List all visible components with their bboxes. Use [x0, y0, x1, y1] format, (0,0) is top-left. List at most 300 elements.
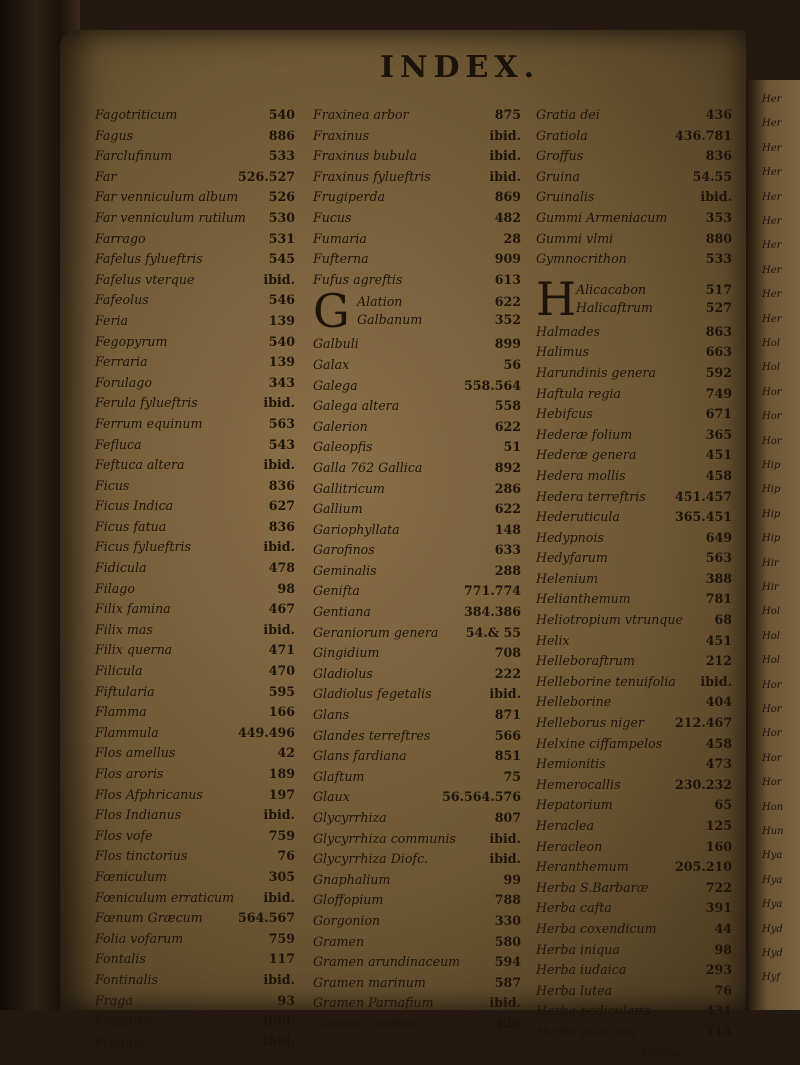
entry-name: Ficus Indica	[95, 498, 174, 514]
entry-name: Herba cafta	[536, 900, 612, 916]
entry-page: 388	[705, 570, 732, 586]
entry-page: 428	[494, 1015, 521, 1031]
entry-page: ibid.	[263, 539, 295, 555]
index-entry	[313, 913, 521, 934]
entry-page: ibid.	[489, 168, 521, 184]
entry-page: 836	[705, 148, 732, 164]
entry-name: Far	[95, 168, 117, 184]
entry-name: Helix	[536, 632, 570, 648]
index-entry	[313, 128, 521, 149]
entry-name: Ferula fylueftris	[95, 395, 198, 411]
entry-name: Glycyrrhiza Diofc.	[313, 851, 429, 867]
index-entry	[95, 622, 295, 643]
index-entry	[313, 604, 521, 625]
entry-page: 478	[268, 560, 295, 576]
entry-page: ibid.	[489, 995, 521, 1011]
adjacent-page-fragment: Her	[762, 240, 782, 252]
entry-page: ibid.	[263, 807, 295, 823]
index-entry	[536, 859, 732, 880]
adjacent-page-fragment: Hip	[762, 460, 781, 471]
index-entry	[313, 107, 521, 128]
entry-name: Fraga	[95, 992, 133, 1008]
index-entry	[95, 498, 295, 519]
index-entry	[313, 872, 521, 893]
index-entry	[313, 625, 521, 646]
index-entry	[95, 539, 295, 560]
adjacent-page-fragment: Her	[762, 142, 782, 154]
entry-page: 293	[705, 962, 732, 978]
catchword	[536, 1045, 732, 1065]
entry-name: Flos amellus	[95, 745, 176, 761]
index-entry	[313, 851, 521, 872]
index-entry	[95, 128, 295, 149]
entry-page: 212	[705, 653, 732, 669]
adjacent-page-fragment: Hyd	[762, 923, 783, 935]
entry-page: 76	[714, 982, 732, 998]
entry-name: Gladiolus	[313, 665, 373, 681]
entry-page: 125	[705, 818, 732, 833]
entry-name: Herba coxendicum	[536, 920, 657, 936]
entry-page: 759	[268, 930, 295, 946]
entry-page: 467	[268, 601, 295, 617]
entry-name: Farrago	[95, 230, 146, 246]
entry-name: Glandes terreftres	[313, 727, 431, 743]
entry-name: Harundinis genera	[536, 364, 657, 380]
entry-name: Feria	[95, 312, 129, 328]
index-entry	[536, 406, 732, 427]
index-entry	[313, 975, 521, 996]
entry-name: Granum cnidium	[313, 1015, 421, 1031]
adjacent-page-strip	[746, 80, 800, 1010]
adjacent-page-fragment: Hir	[762, 582, 779, 593]
index-entry	[536, 736, 732, 757]
entry-page: 863	[705, 323, 732, 339]
entry-name: Gorgonion	[313, 912, 381, 928]
index-entry	[95, 292, 295, 313]
section-entry-page: 622	[494, 294, 521, 310]
entry-page: 197	[268, 786, 295, 802]
entry-name: Haftula regia	[536, 385, 621, 401]
index-entry	[313, 563, 521, 584]
adjacent-page-fragment: Her	[762, 191, 782, 203]
page-header: INDEX.	[380, 50, 541, 85]
section-entry-name: Halicaftrum	[576, 299, 653, 315]
entry-page: 114	[705, 1023, 732, 1039]
entry-page: 543	[268, 436, 295, 452]
entry-name: Gramen	[313, 933, 365, 949]
entry-page: 56.564.576	[442, 789, 521, 805]
index-entry	[95, 684, 295, 705]
entry-name: Fidicula	[95, 560, 147, 576]
index-entry	[313, 378, 521, 399]
entry-page: 722	[705, 879, 732, 895]
entry-name: Feftuca altera	[95, 457, 185, 473]
entry-page: 558	[494, 398, 521, 414]
entry-name: Far venniculum album	[95, 189, 239, 205]
entry-name: Fafeolus	[95, 292, 149, 308]
entry-name: Galax	[313, 356, 350, 372]
adjacent-page-fragment: Hol	[762, 606, 780, 618]
entry-name: Fafelus fylueftris	[95, 251, 203, 267]
entry-name: Fafelus vterque	[95, 271, 195, 287]
entry-name: Ferraria	[95, 354, 148, 370]
entry-page: 482	[494, 209, 521, 225]
entry-page: 343	[268, 374, 295, 390]
entry-name: Gloffopium	[313, 892, 384, 908]
entry-page: 99	[503, 871, 521, 887]
entry-page: 871	[494, 707, 521, 723]
entry-name: Filix mas	[95, 621, 153, 637]
entry-name: Glaftum	[313, 768, 365, 784]
index-entry	[95, 457, 295, 478]
entry-page: 627	[268, 498, 295, 514]
adjacent-page-fragment: Hip	[762, 484, 781, 496]
entry-name: Garofinos	[313, 542, 375, 558]
entry-name: Gratiola	[536, 127, 588, 143]
index-entry	[536, 447, 732, 468]
adjacent-page-fragment: Hor	[762, 704, 782, 715]
index-entry	[313, 148, 521, 169]
adjacent-page-fragment: Hol	[762, 338, 780, 349]
entry-page: 65	[714, 797, 732, 813]
index-column-1	[95, 107, 295, 1054]
index-entry	[536, 344, 732, 365]
entry-page: 449.496	[238, 724, 295, 740]
index-entry	[95, 354, 295, 375]
entry-name: Galbuli	[313, 336, 359, 352]
entry-page: ibid.	[700, 189, 732, 205]
entry-name: Hedera mollis	[536, 467, 626, 483]
entry-page: 546	[268, 292, 295, 308]
index-entry	[95, 807, 295, 828]
index-entry	[95, 189, 295, 210]
entry-page: ibid.	[263, 395, 295, 411]
index-entry	[536, 210, 732, 231]
index-entry	[95, 107, 295, 128]
entry-name: Glans	[313, 707, 350, 723]
entry-name: Helleborine	[536, 694, 612, 710]
entry-name: Herba S.Barbaræ	[536, 879, 649, 895]
entry-name: Groffus	[536, 148, 584, 164]
section-head-g	[313, 284, 521, 339]
entry-page: ibid.	[263, 889, 295, 905]
index-entry	[95, 745, 295, 766]
index-entry	[313, 810, 521, 831]
entry-page: 305	[268, 868, 295, 884]
index-entry	[95, 169, 295, 190]
entry-page: 540	[268, 107, 295, 122]
index-entry	[536, 777, 732, 798]
index-entry	[536, 900, 732, 921]
section-entry-page: 352	[494, 312, 521, 328]
section-entry-page: 527	[705, 299, 732, 315]
entry-page: 663	[705, 344, 732, 360]
adjacent-page-fragment: Hor	[762, 777, 782, 789]
adjacent-page-fragment: Hya	[762, 899, 783, 911]
adjacent-page-fragment: Hor	[762, 386, 782, 398]
entry-page: 563	[268, 415, 295, 431]
entry-page: 68	[714, 612, 732, 628]
entry-name: Gladiolus fegetalis	[313, 686, 432, 702]
entry-page: 580	[494, 933, 521, 949]
entry-name: Fontalis	[95, 951, 146, 967]
entry-name: Glycyrrhiza communis	[313, 830, 456, 846]
entry-page: 54.55	[692, 168, 732, 184]
entry-name: Herba lutea	[536, 982, 613, 998]
entry-page: 594	[494, 954, 521, 970]
index-entry	[536, 427, 732, 448]
entry-name: Fœniculum erraticum	[95, 889, 235, 905]
entry-name: Gallitricum	[313, 480, 385, 496]
adjacent-page-fragment: Hol	[762, 655, 780, 667]
entry-name: Fegopyrum	[95, 333, 168, 349]
entry-page: 771.774	[464, 583, 521, 599]
index-entry	[536, 468, 732, 489]
entry-page: 458	[705, 467, 732, 483]
index-entry	[536, 1024, 732, 1045]
entry-name: Hederuticula	[536, 509, 620, 525]
entry-name: Hederæ genera	[536, 447, 637, 463]
entry-page: 451.457	[675, 488, 732, 504]
entry-page: 526.527	[238, 168, 295, 184]
index-entry	[313, 583, 521, 604]
entry-page: 880	[705, 230, 732, 246]
index-entry	[95, 478, 295, 499]
index-entry	[313, 934, 521, 955]
entry-page: 533	[268, 148, 295, 164]
entry-page: 288	[494, 562, 521, 578]
entry-page: 98	[714, 941, 732, 957]
section-head-h	[536, 271, 732, 326]
entry-page: 365.451	[675, 509, 732, 525]
entry-page: 458	[705, 735, 732, 751]
entry-page: 564.567	[238, 910, 295, 926]
entry-name: Herba pulicaris	[536, 1023, 636, 1039]
entry-page: 545	[268, 251, 295, 267]
entry-page: 431	[705, 1003, 732, 1019]
adjacent-page-fragment: Hol	[762, 362, 780, 374]
entry-name: Fraxinus fylueftris	[313, 168, 431, 184]
entry-page: 592	[705, 364, 732, 380]
entry-page: 533	[705, 251, 732, 267]
entry-name: Geraniorum genera	[313, 624, 439, 640]
index-entry	[313, 481, 521, 502]
entry-name: Helenium	[536, 570, 599, 586]
entry-name: Hemerocallis	[536, 776, 621, 792]
entry-page: 836	[268, 477, 295, 493]
entry-name: Galerion	[313, 418, 368, 434]
index-entry	[95, 972, 295, 993]
entry-name: Herba pedicularis	[536, 1003, 651, 1019]
entry-page: ibid.	[489, 830, 521, 846]
index-entry	[95, 725, 295, 746]
index-entry	[313, 357, 521, 378]
entry-name: Herba iudaica	[536, 962, 627, 978]
section-entry-name: Alicacabon	[576, 281, 647, 297]
entry-name: Hepatorium	[536, 797, 613, 813]
index-entry	[95, 148, 295, 169]
index-entry	[536, 386, 732, 407]
index-entry	[95, 869, 295, 890]
index-entry	[536, 653, 732, 674]
index-entry	[313, 728, 521, 749]
adjacent-page-fragment: Hya	[762, 850, 783, 862]
entry-page: 205.210	[675, 859, 732, 875]
entry-name: Fumaria	[313, 230, 367, 246]
index-entry	[313, 831, 521, 852]
entry-name: Gratia dei	[536, 107, 600, 122]
index-column-3	[536, 107, 732, 1065]
index-entry	[95, 663, 295, 684]
entry-page: 353	[705, 209, 732, 225]
index-entry	[95, 375, 295, 396]
index-entry	[95, 560, 295, 581]
entry-name: Filix querna	[95, 642, 173, 658]
entry-name: Flammula	[95, 724, 159, 740]
index-entry	[536, 612, 732, 633]
entry-page: 558.564	[464, 377, 521, 393]
index-entry	[95, 766, 295, 787]
entry-page: 781	[705, 591, 732, 607]
index-entry	[536, 921, 732, 942]
entry-name: Ferrum equinum	[95, 415, 203, 431]
index-entry	[313, 892, 521, 913]
entry-page: 230.232	[675, 776, 732, 792]
entry-name: Fraxinus bubula	[313, 148, 417, 164]
entry-name: Gingidium	[313, 645, 380, 661]
index-entry	[313, 231, 521, 252]
entry-name: Herba iniqua	[536, 941, 620, 957]
entry-name: Gramen Parnafium	[313, 995, 434, 1011]
entry-page: ibid.	[263, 971, 295, 987]
adjacent-page-fragment: Hyf	[762, 972, 781, 984]
index-entry	[536, 530, 732, 551]
entry-page: 473	[705, 756, 732, 772]
entry-name: Fiftularia	[95, 683, 155, 699]
index-entry	[313, 954, 521, 975]
index-entry	[95, 519, 295, 540]
index-entry	[95, 231, 295, 252]
entry-page: 160	[705, 838, 732, 854]
entry-name: Galega altera	[313, 398, 400, 414]
entry-name: Hedyfarum	[536, 550, 608, 566]
entry-page: 875	[494, 107, 521, 122]
entry-page: 595	[268, 683, 295, 699]
entry-page: 28	[503, 230, 521, 246]
index-entry	[536, 591, 732, 612]
entry-name: Gymnocrithon	[536, 251, 627, 267]
entry-page: 286	[494, 480, 521, 496]
index-entry	[95, 787, 295, 808]
index-entry	[536, 128, 732, 149]
index-entry	[536, 674, 732, 695]
adjacent-page-fragment: Her	[762, 118, 782, 130]
index-entry	[95, 437, 295, 458]
index-entry	[536, 1003, 732, 1024]
entry-name: Hemionitis	[536, 756, 606, 772]
index-entry	[536, 839, 732, 860]
adjacent-page-fragment: Hip	[762, 533, 781, 545]
entry-name: Genifta	[313, 583, 360, 599]
adjacent-page-fragment: Her	[762, 289, 782, 301]
entry-name: Flos Indianus	[95, 807, 182, 823]
index-entry	[313, 542, 521, 563]
index-entry	[95, 890, 295, 911]
entry-page: 622	[494, 501, 521, 517]
entry-name: Fucus	[313, 209, 352, 225]
entry-name: Gummi Armeniacum	[536, 209, 668, 225]
entry-name: Heraclea	[536, 818, 595, 833]
entry-name: Helleborus niger	[536, 715, 644, 731]
entry-name: Heracleon	[536, 838, 603, 854]
entry-page: 540	[268, 333, 295, 349]
entry-page: ibid.	[263, 271, 295, 287]
entry-page: 531	[268, 230, 295, 246]
entry-name: Fagus	[95, 127, 134, 143]
index-entry	[313, 169, 521, 190]
entry-page: 886	[268, 127, 295, 143]
adjacent-page-fragment: Hya	[762, 874, 783, 886]
index-entry	[536, 169, 732, 190]
entry-name: Galla 762 Gallica	[313, 459, 423, 475]
index-entry	[95, 395, 295, 416]
index-entry	[95, 1034, 295, 1055]
index-entry	[95, 848, 295, 869]
entry-name: Flos vofe	[95, 827, 153, 843]
index-entry	[536, 694, 732, 715]
entry-name: Ficus	[95, 477, 130, 493]
index-entry	[536, 633, 732, 654]
index-entry	[95, 601, 295, 622]
entry-page: 139	[268, 354, 295, 370]
entry-page: 93	[277, 992, 295, 1008]
entry-name: Fufterna	[313, 251, 369, 267]
entry-page: 566	[494, 727, 521, 743]
index-entry	[95, 416, 295, 437]
index-entry	[536, 880, 732, 901]
adjacent-page-fragment: Her	[762, 94, 782, 105]
entry-name: Gramen marinum	[313, 974, 426, 990]
entry-name: Flos tinctorius	[95, 848, 188, 864]
entry-name: Helianthemum	[536, 591, 631, 607]
index-entry	[95, 704, 295, 725]
entry-name: Helleboraftrum	[536, 653, 635, 669]
index-entry	[536, 962, 732, 983]
section-entry-name: Alation	[357, 294, 403, 310]
entry-page: 526	[268, 189, 295, 205]
index-entry	[313, 210, 521, 231]
entry-name: Flamma	[95, 704, 147, 720]
index-entry	[536, 148, 732, 169]
entry-page: 807	[494, 810, 521, 825]
entry-page: ibid.	[489, 148, 521, 164]
index-entry	[313, 789, 521, 810]
entry-page: 563	[705, 550, 732, 566]
entry-name: Ficus fatua	[95, 518, 167, 534]
index-entry	[313, 769, 521, 790]
entry-name: Heranthemum	[536, 859, 629, 875]
adjacent-page-fragment: Hor	[762, 435, 782, 447]
entry-name: Hedypnois	[536, 529, 604, 545]
adjacent-page-fragment: Hor	[762, 728, 782, 740]
index-entry	[313, 439, 521, 460]
index-entry	[313, 398, 521, 419]
index-entry	[313, 707, 521, 728]
index-entry	[95, 1013, 295, 1034]
index-entry	[536, 797, 732, 818]
entry-page: ibid.	[263, 457, 295, 473]
entry-page: 836	[268, 518, 295, 534]
